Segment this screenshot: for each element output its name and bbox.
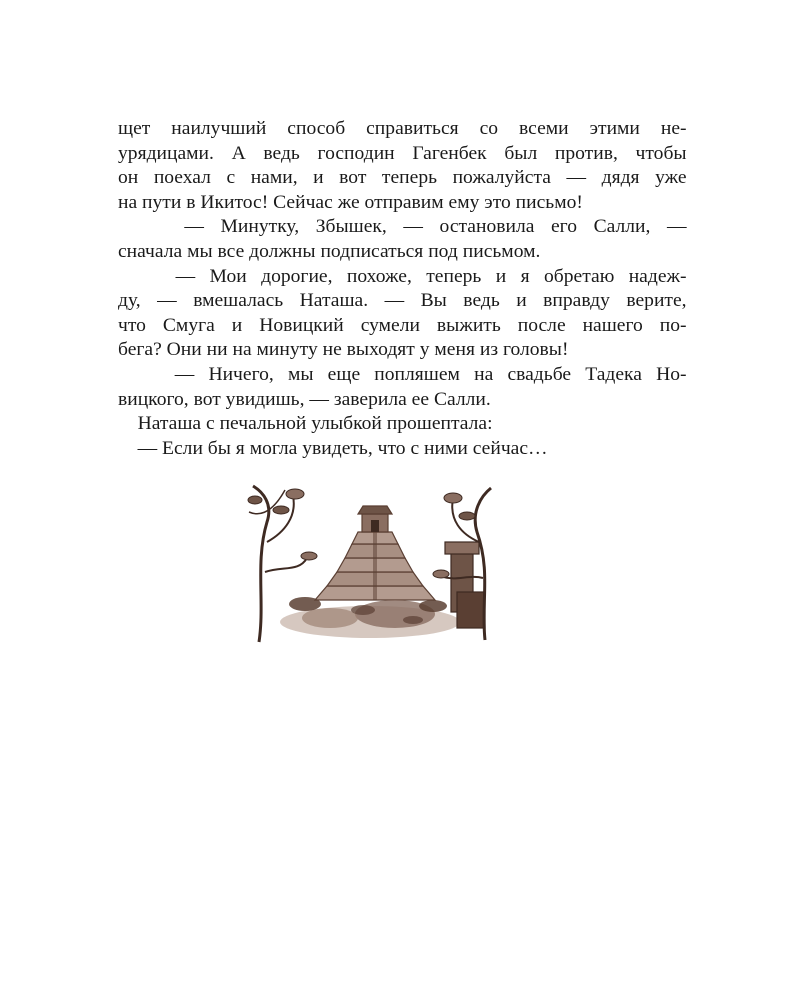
text-line: что Смуга и Новицкий сумели выжить после нашего по- — [118, 314, 687, 336]
text-line: — Ничего, мы еще попляшем на свадьбе Тадека Но- — [118, 363, 687, 385]
jungle-ruins-illustration — [245, 482, 495, 644]
text-line: он поехал с нами, и вот теперь пожалуйста — дядя уже — [118, 167, 687, 189]
page-text — [118, 117, 687, 461]
text-line: — Мои дорогие, похоже, теперь и я обретаю надеж- — [118, 265, 687, 287]
text-line: на пути в Икитос! Сейчас же отправим ему это письмо! — [118, 191, 583, 213]
text-line: ду, — вмешалась Наташа. — Вы ведь и вправду верите, — [118, 290, 687, 312]
text-line: сначала мы все должны подписаться под письмом. — [118, 240, 541, 262]
text-line: щет наилучший способ справиться со всеми этими не- — [118, 118, 687, 139]
text-line: Наташа с печальной улыбкой прошептала: — [118, 413, 493, 435]
text-line: — Если бы я могла увидеть, что с ними сейчас… — [118, 437, 548, 459]
text-line: урядицами. А ведь господин Гагенбек был против, чтобы — [118, 142, 687, 164]
text-line: вицкого, вот увидишь, — заверила ее Салли. — [118, 388, 491, 410]
text-line: бега? Они ни на минуту не выходят у меня из головы! — [118, 339, 569, 361]
text-line: — Минутку, Збышек, — остановила его Салли, — — [118, 216, 687, 238]
